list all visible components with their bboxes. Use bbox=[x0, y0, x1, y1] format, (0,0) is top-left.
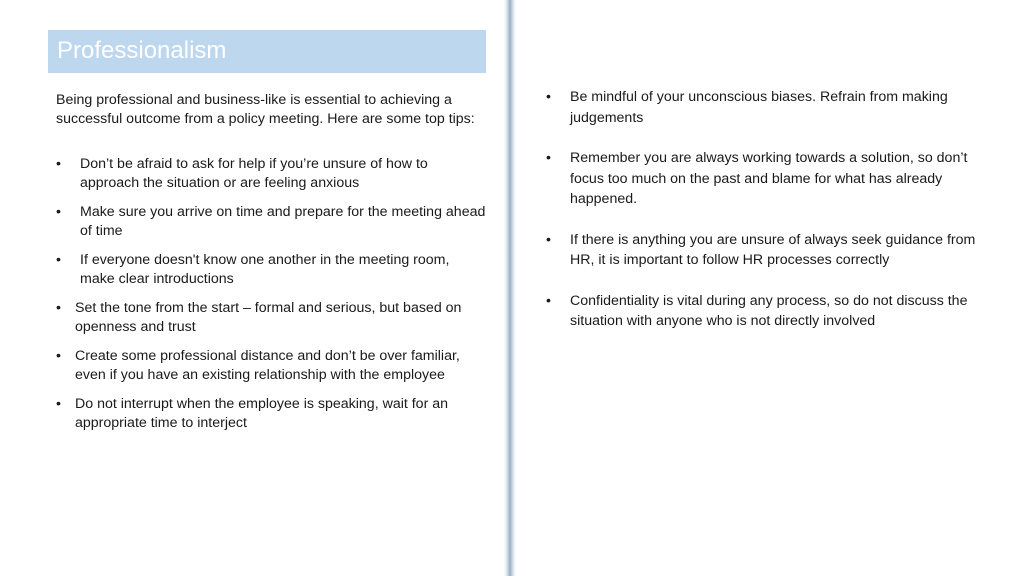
bullet-icon: • bbox=[546, 292, 551, 309]
bullet-icon: • bbox=[56, 156, 61, 172]
list-item bbox=[546, 291, 996, 332]
list-item-text: Don’t be afraid to ask for help if you’re unsure of how to approach the situation or are feeling anxious bbox=[80, 156, 428, 191]
slide-title: Professionalism bbox=[57, 37, 227, 64]
list-item-text: Do not interrupt when the employee is speaking, wait for an appropriate time to interject bbox=[75, 396, 449, 431]
list-item bbox=[546, 230, 996, 271]
right-bullet-list bbox=[546, 87, 996, 352]
list-item bbox=[546, 148, 996, 210]
list-item-text: Create some professional distance and don’t be over familiar, even if you have an existing relationship with the employee bbox=[75, 348, 460, 383]
title-bar bbox=[48, 30, 486, 73]
list-item-text: Set the tone from the start – formal and serious, but based on openness and trust bbox=[75, 300, 462, 335]
list-item bbox=[56, 251, 486, 288]
list-item bbox=[546, 87, 996, 128]
bullet-icon: • bbox=[56, 252, 61, 268]
list-item-text: If there is anything you are unsure of always seek guidance from HR, it is important to follow HR processes correctly bbox=[570, 231, 976, 268]
list-item bbox=[56, 395, 486, 432]
bullet-icon: • bbox=[546, 150, 551, 166]
column-divider bbox=[504, 0, 516, 576]
list-item bbox=[56, 299, 486, 336]
bullet-icon: • bbox=[56, 396, 61, 412]
list-item bbox=[56, 347, 486, 384]
bullet-icon: • bbox=[546, 231, 551, 248]
list-item-text: Confidentiality is vital during any process, so do not discuss the situation with anyone who is not directly involved bbox=[570, 292, 968, 329]
left-bullet-list bbox=[56, 155, 486, 443]
list-item bbox=[56, 203, 486, 240]
intro-paragraph: Being professional and business-like is essential to achieving a successful outcome from a policy meeting. Here are some top tips: bbox=[56, 92, 475, 127]
list-item-text: Be mindful of your unconscious biases. Refrain from making judgements bbox=[570, 89, 948, 126]
bullet-icon: • bbox=[56, 204, 61, 220]
bullet-icon: • bbox=[546, 89, 551, 105]
list-item bbox=[56, 155, 486, 192]
bullet-icon: • bbox=[56, 300, 61, 316]
list-item-text: If everyone doesn't know one another in the meeting room, make clear introductions bbox=[80, 252, 450, 287]
list-item-text: Remember you are always working towards a solution, so don’t focus too much on the past and blame for what has already happened. bbox=[570, 150, 968, 207]
list-item-text: Make sure you arrive on time and prepare for the meeting ahead of time bbox=[80, 204, 486, 239]
bullet-icon: • bbox=[56, 348, 61, 364]
